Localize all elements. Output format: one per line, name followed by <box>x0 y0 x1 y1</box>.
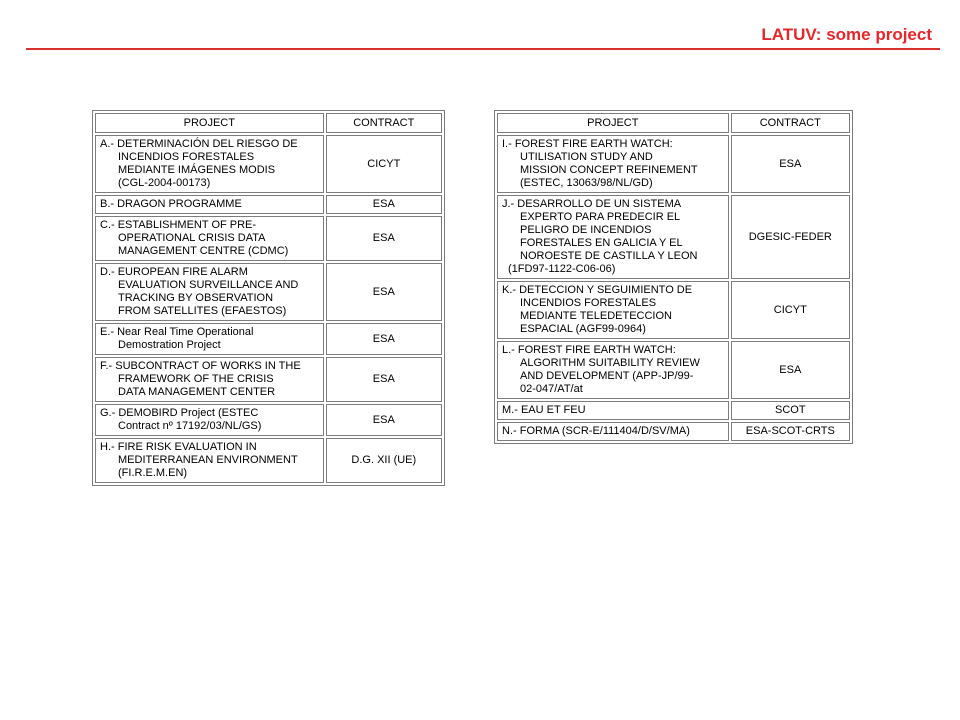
project-name-line: EXPERTO PARA PREDECIR EL <box>520 211 681 223</box>
project-cell <box>497 401 729 420</box>
project-name: M.- EAU ET FEU <box>502 404 586 416</box>
table-row <box>95 404 442 436</box>
project-name-line: INCENDIOS FORESTALES <box>520 297 657 309</box>
project-name-line: PELIGRO DE INCENDIOS <box>520 224 652 236</box>
project-name-line: 02-047/AT/at <box>520 383 583 395</box>
project-cell <box>497 341 729 399</box>
project-name-line: FROM SATELLITES (EFAESTOS) <box>118 305 287 317</box>
project-cell <box>497 135 729 193</box>
contract-cell: DGESIC-FEDER <box>731 195 850 279</box>
project-name-line: EVALUATION SURVEILLANCE AND <box>118 279 299 291</box>
column-header-project: PROJECT <box>497 113 729 133</box>
project-name: H.- FIRE RISK EVALUATION IN <box>100 441 257 453</box>
project-name-line: MISSION CONCEPT REFINEMENT <box>520 164 698 176</box>
project-name-line: INCENDIOS FORESTALES <box>118 151 255 163</box>
table-row <box>497 401 850 420</box>
contract-cell: ESA <box>731 135 850 193</box>
contract-cell: ESA <box>326 404 442 436</box>
project-name-line: AND DEVELOPMENT (APP-JP/99- <box>520 370 694 382</box>
table-row <box>497 281 850 339</box>
project-name-line: (CGL-2004-00173) <box>118 177 211 189</box>
contract-cell: ESA-SCOT-CRTS <box>731 422 850 441</box>
column-header-contract: CONTRACT <box>326 113 442 133</box>
project-name-line: MEDIANTE TELEDETECCION <box>520 310 672 322</box>
column-header-project: PROJECT <box>95 113 324 133</box>
project-cell <box>497 195 729 279</box>
project-cell <box>497 281 729 339</box>
table-row <box>95 135 442 193</box>
contract-cell: ESA <box>326 216 442 261</box>
project-name: E.- Near Real Time Operational <box>100 326 254 338</box>
project-name: G.- DEMOBIRD Project (ESTEC <box>100 407 259 419</box>
project-name-line: Demostration Project <box>118 339 221 351</box>
project-name: D.- EUROPEAN FIRE ALARM <box>100 266 248 278</box>
project-cell <box>95 323 324 355</box>
table-row <box>497 135 850 193</box>
projects-table-left <box>92 110 445 486</box>
project-name-line: UTILISATION STUDY AND <box>520 151 653 163</box>
table-header-row <box>497 113 850 133</box>
page-title: LATUV: some project <box>761 25 932 44</box>
contract-cell: CICYT <box>731 281 850 339</box>
projects-table-right <box>494 110 853 444</box>
contract-cell: ESA <box>326 263 442 321</box>
table-row <box>95 263 442 321</box>
table-row <box>95 323 442 355</box>
contract-cell: D.G. XII (UE) <box>326 438 442 483</box>
table-row <box>95 438 442 483</box>
project-name-line: ESPACIAL (AGF99-0964) <box>520 323 646 335</box>
project-name-line: FRAMEWORK OF THE CRISIS <box>118 373 274 385</box>
table-row <box>497 195 850 279</box>
project-name: L.- FOREST FIRE EARTH WATCH: <box>502 344 676 356</box>
project-cell <box>95 404 324 436</box>
project-cell <box>95 263 324 321</box>
project-cell <box>497 422 729 441</box>
project-name: I.- FOREST FIRE EARTH WATCH: <box>502 138 673 150</box>
table-row <box>95 357 442 402</box>
project-name-line: (FI.R.E.M.EN) <box>118 467 188 479</box>
contract-cell: ESA <box>326 323 442 355</box>
project-name-line: OPERATIONAL CRISIS DATA <box>118 232 266 244</box>
contract-cell: ESA <box>731 341 850 399</box>
table-header-row <box>95 113 442 133</box>
title-divider <box>26 48 940 50</box>
project-name: B.- DRAGON PROGRAMME <box>100 198 242 210</box>
project-name-line: DATA MANAGEMENT CENTER <box>118 386 276 398</box>
project-cell <box>95 135 324 193</box>
project-cell <box>95 357 324 402</box>
project-name: A.- DETERMINACIÓN DEL RIESGO DE <box>100 138 298 150</box>
project-name: C.- ESTABLISHMENT OF PRE- <box>100 219 257 231</box>
column-header-contract: CONTRACT <box>731 113 850 133</box>
project-name-line: MANAGEMENT CENTRE (CDMC) <box>118 245 289 257</box>
project-name-line: (ESTEC, 13063/98/NL/GD) <box>520 177 653 189</box>
project-name-line: TRACKING BY OBSERVATION <box>118 292 274 304</box>
project-name-line: NOROESTE DE CASTILLA Y LEON <box>520 250 698 262</box>
project-cell <box>95 195 324 214</box>
project-name: N.- FORMA (SCR-E/111404/D/SV/MA) <box>502 425 690 437</box>
project-name: J.- DESARROLLO DE UN SISTEMA <box>502 198 682 210</box>
project-code: (1FD97-1122-C06-06) <box>508 263 616 275</box>
project-cell <box>95 438 324 483</box>
project-name-line: ALGORITHM SUITABILITY REVIEW <box>520 357 700 369</box>
contract-cell: ESA <box>326 195 442 214</box>
table-row <box>497 341 850 399</box>
contract-cell: ESA <box>326 357 442 402</box>
project-name: K.- DETECCION Y SEGUIMIENTO DE <box>502 284 693 296</box>
project-name-line: FORESTALES EN GALICIA Y EL <box>520 237 683 249</box>
table-row <box>497 422 850 441</box>
project-name-line: MEDITERRANEAN ENVIRONMENT <box>118 454 298 466</box>
project-name: F.- SUBCONTRACT OF WORKS IN THE <box>100 360 301 372</box>
table-row <box>95 216 442 261</box>
contract-cell: CICYT <box>326 135 442 193</box>
project-cell <box>95 216 324 261</box>
project-name-line: Contract nº 17192/03/NL/GS) <box>118 420 262 432</box>
project-name-line: MEDIANTE IMÁGENES MODIS <box>118 164 276 176</box>
table-row <box>95 195 442 214</box>
contract-cell: SCOT <box>731 401 850 420</box>
